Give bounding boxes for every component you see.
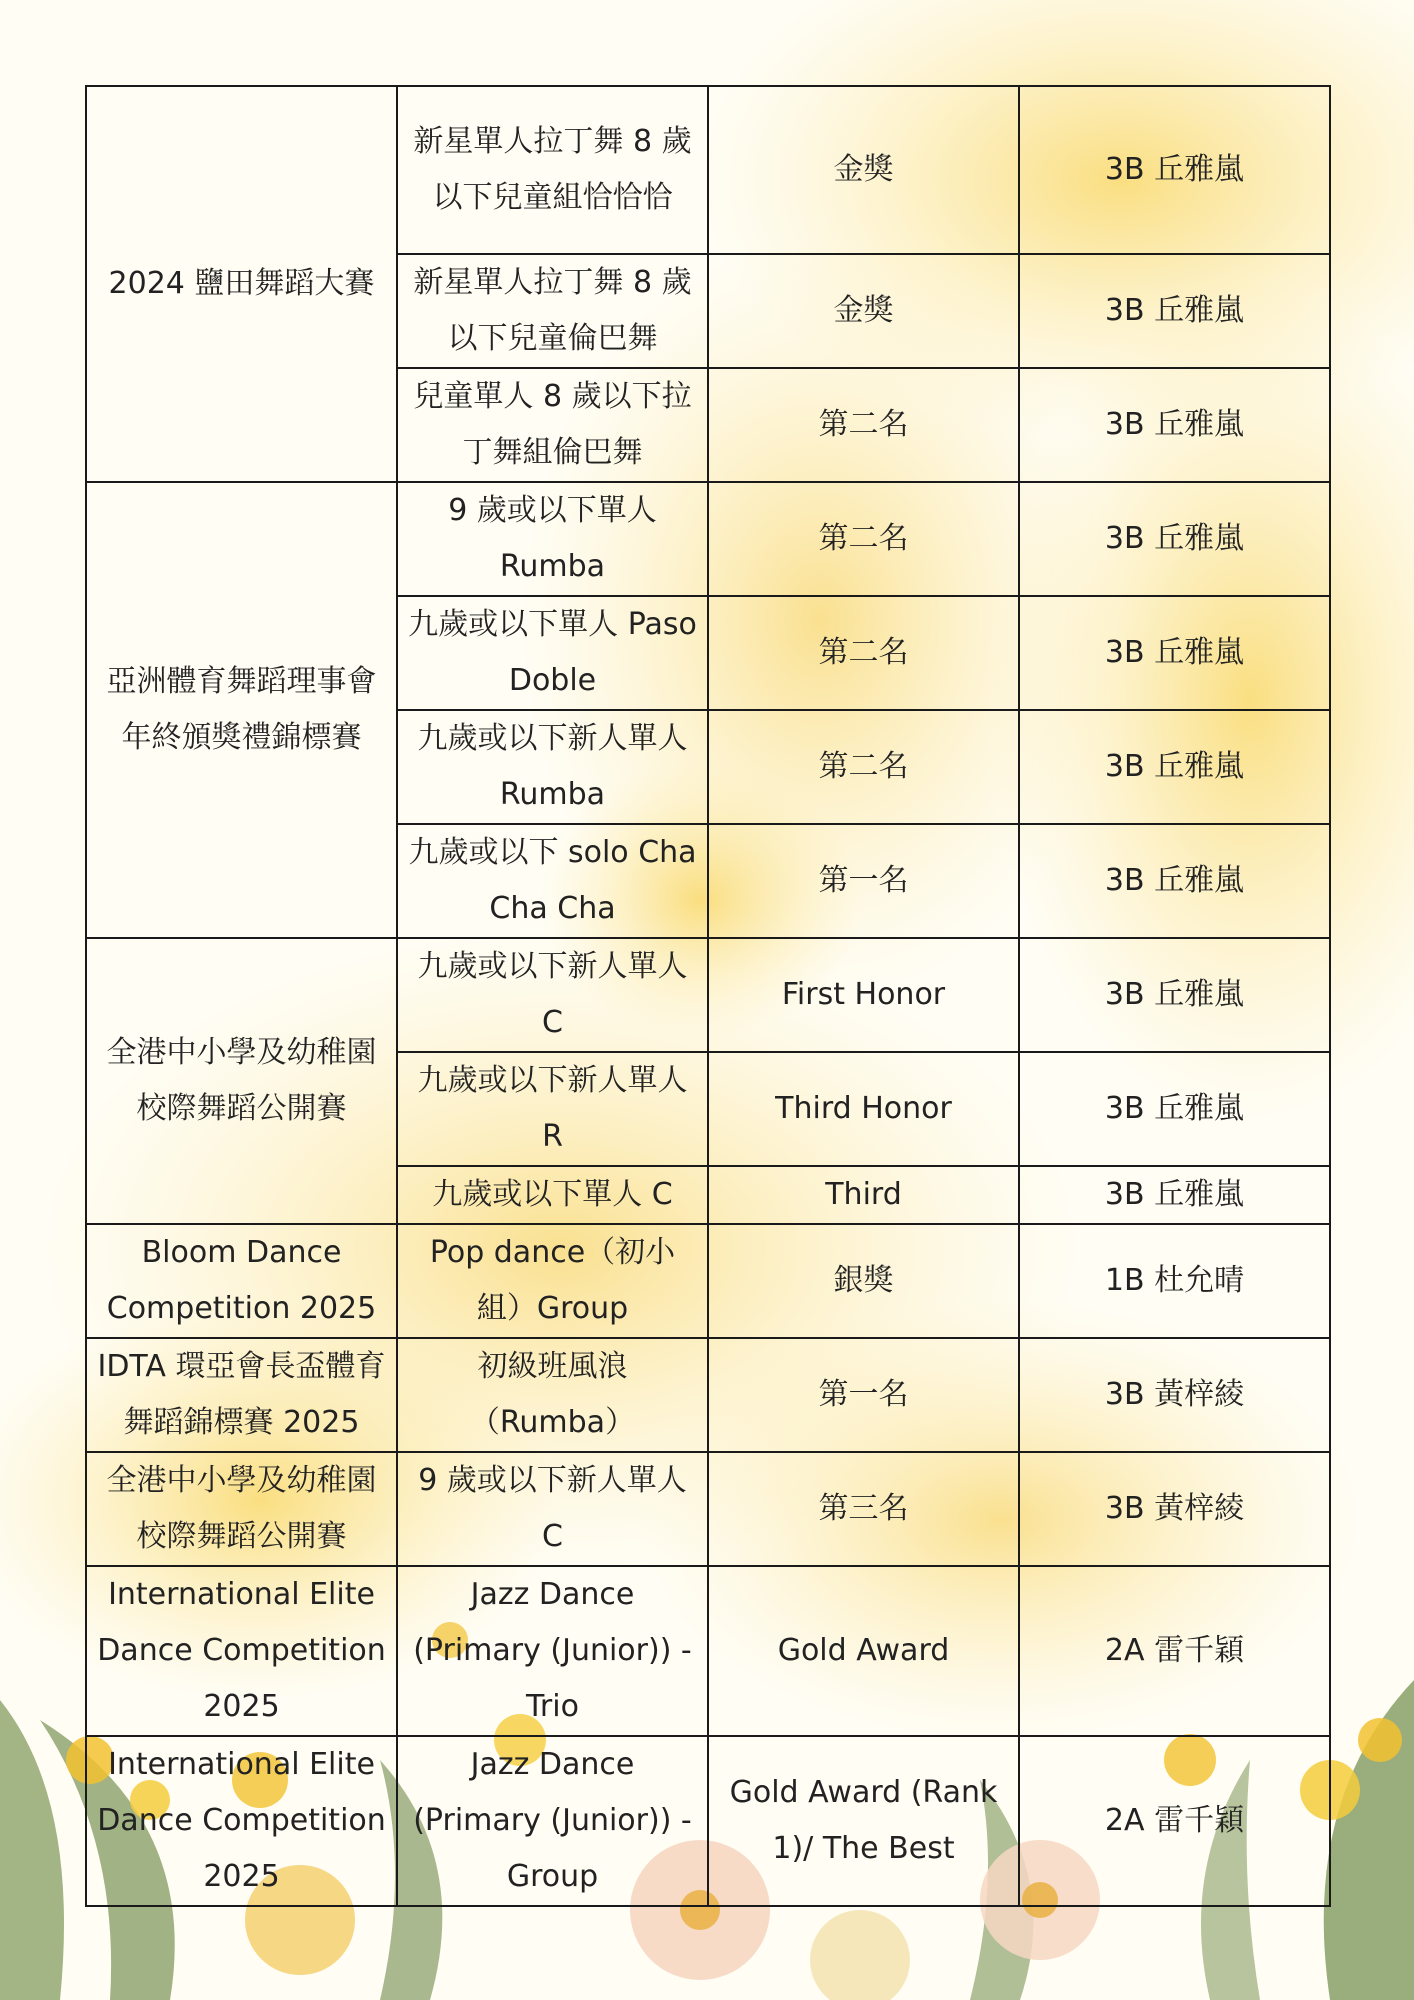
event-cell: 新星單人拉丁舞 8 歲以下兒童組恰恰恰 (397, 86, 708, 254)
event-cell: 九歲或以下新人單人 Rumba (397, 710, 708, 824)
competition-cell: International Elite Dance Competition 2025 (86, 1736, 397, 1906)
award-cell: 第二名 (708, 710, 1019, 824)
award-cell: First Honor (708, 938, 1019, 1052)
event-cell: Jazz Dance (Primary (Junior)) - Group (397, 1736, 708, 1906)
student-cell: 3B 丘雅嵐 (1019, 1166, 1330, 1224)
student-cell: 3B 丘雅嵐 (1019, 824, 1330, 938)
table-row (86, 938, 1330, 1052)
event-cell: 新星單人拉丁舞 8 歲以下兒童倫巴舞 (397, 254, 708, 368)
event-cell: Jazz Dance (Primary (Junior)) - Trio (397, 1566, 708, 1736)
student-cell: 2A 雷千穎 (1019, 1736, 1330, 1906)
competition-cell: 全港中小學及幼稚園校際舞蹈公開賽 (86, 938, 397, 1224)
award-table (85, 85, 1331, 1907)
award-cell: 金獎 (708, 254, 1019, 368)
event-cell: 九歲或以下單人 Paso Doble (397, 596, 708, 710)
student-cell: 3B 黃梓綾 (1019, 1338, 1330, 1452)
competition-cell: IDTA 環亞會長盃體育舞蹈錦標賽 2025 (86, 1338, 397, 1452)
award-cell: 第二名 (708, 596, 1019, 710)
table-row (86, 1566, 1330, 1736)
student-cell: 3B 丘雅嵐 (1019, 368, 1330, 482)
student-cell: 1B 杜允晴 (1019, 1224, 1330, 1338)
event-cell: 九歲或以下新人單人 R (397, 1052, 708, 1166)
student-cell: 3B 黃梓綾 (1019, 1452, 1330, 1566)
event-cell: 九歲或以下單人 C (397, 1166, 708, 1224)
student-cell: 3B 丘雅嵐 (1019, 254, 1330, 368)
award-cell: 第二名 (708, 482, 1019, 596)
table-row (86, 1452, 1330, 1566)
competition-cell: Bloom Dance Competition 2025 (86, 1224, 397, 1338)
competition-cell: 亞洲體育舞蹈理事會年終頒獎禮錦標賽 (86, 482, 397, 938)
event-cell: Pop dance（初小組）Group (397, 1224, 708, 1338)
student-cell: 3B 丘雅嵐 (1019, 86, 1330, 254)
award-cell: 第一名 (708, 824, 1019, 938)
competition-cell: 2024 鹽田舞蹈大賽 (86, 86, 397, 482)
table-row (86, 1338, 1330, 1452)
award-cell: 第三名 (708, 1452, 1019, 1566)
event-cell: 九歲或以下 solo Cha Cha Cha (397, 824, 708, 938)
student-cell: 3B 丘雅嵐 (1019, 1052, 1330, 1166)
student-cell: 3B 丘雅嵐 (1019, 482, 1330, 596)
student-cell: 3B 丘雅嵐 (1019, 596, 1330, 710)
event-cell: 初級班風浪（Rumba） (397, 1338, 708, 1452)
award-cell: Gold Award (708, 1566, 1019, 1736)
award-cell: Third Honor (708, 1052, 1019, 1166)
award-cell: 銀獎 (708, 1224, 1019, 1338)
student-cell: 3B 丘雅嵐 (1019, 938, 1330, 1052)
event-cell: 9 歲或以下單人 Rumba (397, 482, 708, 596)
event-cell: 九歲或以下新人單人 C (397, 938, 708, 1052)
award-cell: 第一名 (708, 1338, 1019, 1452)
student-cell: 2A 雷千穎 (1019, 1566, 1330, 1736)
event-cell: 9 歲或以下新人單人 C (397, 1452, 708, 1566)
table-row (86, 1736, 1330, 1906)
student-cell: 3B 丘雅嵐 (1019, 710, 1330, 824)
competition-cell: International Elite Dance Competition 2025 (86, 1566, 397, 1736)
event-cell: 兒童單人 8 歲以下拉丁舞組倫巴舞 (397, 368, 708, 482)
award-cell: Third (708, 1166, 1019, 1224)
award-cell: Gold Award (Rank 1)/ The Best (708, 1736, 1019, 1906)
table-row (86, 86, 1330, 254)
award-cell: 第二名 (708, 368, 1019, 482)
competition-cell: 全港中小學及幼稚園校際舞蹈公開賽 (86, 1452, 397, 1566)
table-row (86, 482, 1330, 596)
award-cell: 金獎 (708, 86, 1019, 254)
table-row (86, 1224, 1330, 1338)
